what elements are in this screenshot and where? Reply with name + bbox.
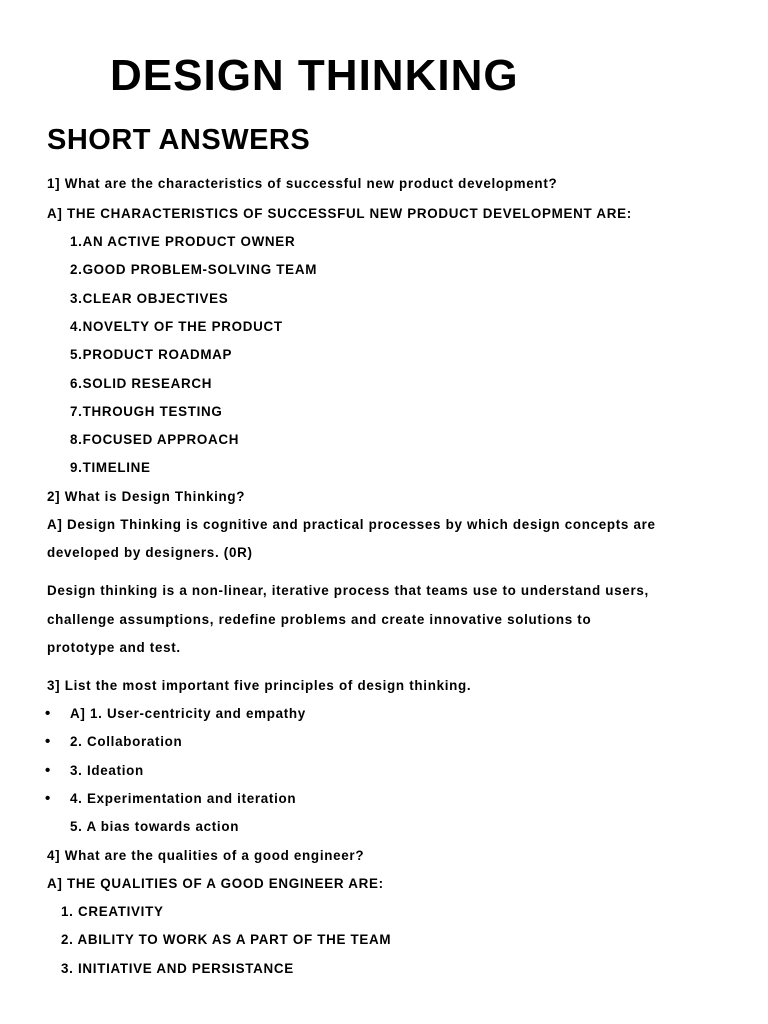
answer-4-item: 1. CREATIVITY <box>61 904 164 919</box>
bullet-icon: • <box>45 790 51 807</box>
section-subtitle: SHORT ANSWERS <box>47 124 311 156</box>
question-3: 3] List the most important five principles of design thinking. <box>47 678 472 693</box>
answer-4-item: 3. INITIATIVE AND PERSISTANCE <box>61 961 294 976</box>
bullet-icon: • <box>45 733 51 750</box>
answer-2-paragraph-line: Design thinking is a non-linear, iterative process that teams use to understand users, <box>47 583 649 598</box>
question-1: 1] What are the characteristics of successful new product development? <box>47 176 558 191</box>
question-4: 4] What are the qualities of a good engineer? <box>47 848 365 863</box>
answer-4-intro: A] THE QUALITIES OF A GOOD ENGINEER ARE: <box>47 876 384 891</box>
answer-1-item: 7.THROUGH TESTING <box>70 404 223 419</box>
answer-1-item: 9.TIMELINE <box>70 460 151 475</box>
answer-3-item: 4. Experimentation and iteration <box>70 791 297 806</box>
document-title: DESIGN THINKING <box>110 51 519 100</box>
bullet-icon: • <box>45 762 51 779</box>
answer-1-item: 2.GOOD PROBLEM-SOLVING TEAM <box>70 262 318 277</box>
answer-1-item: 6.SOLID RESEARCH <box>70 376 213 391</box>
answer-3-item: 3. Ideation <box>70 763 144 778</box>
question-2: 2] What is Design Thinking? <box>47 489 246 504</box>
answer-2-paragraph-line: challenge assumptions, redefine problems and create innovative solutions to <box>47 612 592 627</box>
answer-3-item: A] 1. User-centricity and empathy <box>70 706 306 721</box>
answer-3-item: 2. Collaboration <box>70 734 183 749</box>
answer-1-intro: A] THE CHARACTERISTICS OF SUCCESSFUL NEW PRODUCT DEVELOPMENT ARE: <box>47 206 632 221</box>
answer-1-item: 8.FOCUSED APPROACH <box>70 432 240 447</box>
answer-1-item: 4.NOVELTY OF THE PRODUCT <box>70 319 283 334</box>
answer-1-item: 5.PRODUCT ROADMAP <box>70 347 233 362</box>
answer-3-item: 5. A bias towards action <box>70 819 240 834</box>
answer-2-paragraph-line: prototype and test. <box>47 640 181 655</box>
answer-1-item: 3.CLEAR OBJECTIVES <box>70 291 229 306</box>
answer-4-item: 2. ABILITY TO WORK AS A PART OF THE TEAM <box>61 932 392 947</box>
answer-1-item: 1.AN ACTIVE PRODUCT OWNER <box>70 234 296 249</box>
bullet-icon: • <box>45 705 51 722</box>
answer-2-line: A] Design Thinking is cognitive and practical processes by which design concepts are <box>47 517 656 532</box>
answer-2-line: developed by designers. (0R) <box>47 545 253 560</box>
